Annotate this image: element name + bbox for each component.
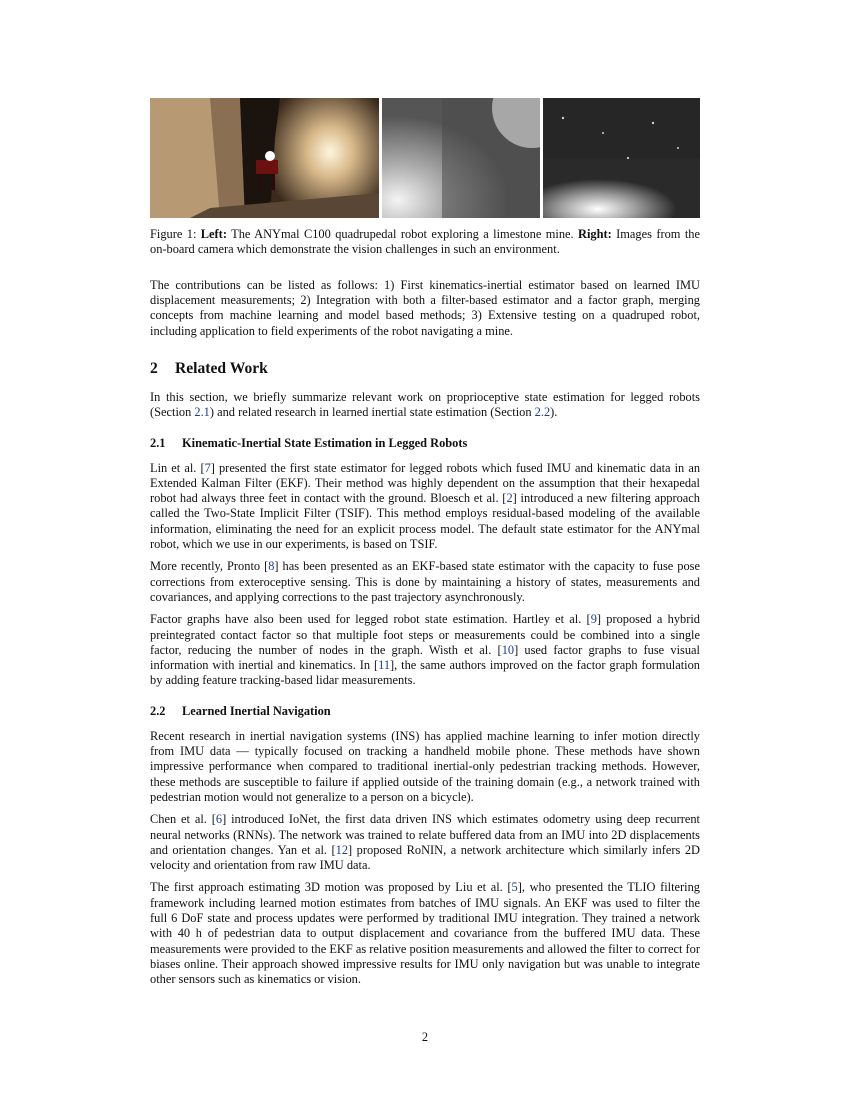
related-work-intro: In this section, we briefly summarize relevant work on proprioceptive state estimation for legged robots (Section 2.1) and related research in learned inertial state estimation (Section 2.2). <box>150 390 700 420</box>
citation-link[interactable]: 10 <box>501 642 515 657</box>
citation-link[interactable]: 6 <box>215 812 223 827</box>
citation-link[interactable]: 9 <box>590 612 597 627</box>
figure-label: Figure 1: <box>150 227 197 241</box>
paragraph-tlio: The first approach estimating 3D motion was proposed by Liu et al. [5], who presented the TLIO filtering framework including learned motion estimates from batches of IMU signals. An EKF was used to filter the full 6 DoF state and process updates were performed by traditional IMU integration. They trained a network with 40 h of pedestrian data to output displacement and covariance from the buffered IMU data. These measurements were provided to the EKF as relative position measurements and allowed the filter to correct for biases online. Their approach showed impressive results for IMU only navigation but was unable to integrate other sensors such as kinematics or vision. <box>150 880 700 987</box>
section-link-2-1[interactable]: 2.1 <box>194 405 210 420</box>
citation-link[interactable]: 7 <box>204 460 211 475</box>
subsection-heading-2-1: 2.1 Kinematic-Inertial State Estimation in Legged Robots <box>150 435 468 450</box>
robot-body <box>256 160 278 174</box>
citation-link[interactable]: 2 <box>506 491 513 506</box>
paragraph-ionet: Chen et al. [6] introduced IoNet, the first data driven INS which estimates odometry using deep recurrent neural networks (RNNs). The network was trained to relate buffered data from an IMU into 2D displacements and orientation changes. Yan et al. [12] proposed RoNIN, a network architecture which similarly infers 2D velocity and orientation from raw IMU data. <box>150 812 700 873</box>
caption-left-text: The ANYmal C100 quadrupedal robot exploring a limestone mine. <box>231 227 574 241</box>
onboard-camera-image-1 <box>382 98 540 218</box>
paper-page <box>150 98 700 988</box>
citation-link[interactable]: 8 <box>268 559 275 574</box>
section-link-2-2[interactable]: 2.2 <box>534 405 551 420</box>
contributions-paragraph: The contributions can be listed as follows: 1) First kinematics-inertial estimator based on learned IMU displacement measurements; 2) Integration with both a filter-based estimator and a factor graph, merging concepts from machine learning and model based methods; 3) Extensive testing on a quadruped robot, including application to field experiments of the robot navigating a mine. <box>150 277 700 338</box>
citation-link[interactable]: 11 <box>378 658 391 673</box>
caption-right-text: Images from the on-board camera which demonstrate the vision challenges in such an environment. <box>150 227 700 257</box>
citation-link[interactable]: 12 <box>335 842 349 857</box>
subsection-heading-2-2: 2.2 Learned Inertial Navigation <box>150 703 331 718</box>
robot-in-mine-photo <box>150 98 379 218</box>
paragraph-lin: Lin et al. [7] presented the first state estimator for legged robots which fused IMU and kinematic data in an Extended Kalman Filter (EKF). Their method was highly dependent on the assumption that their hexapedal robot had always three feet in contact with the ground. Bloesch et al. [2] introduced a new filtering approach called the Two-State Implicit Filter (TSIF). This method employs residual-based modeling of the available information, eliminating the need for an explicit process model. The default state estimator for the ANYmal robot, which we use in our experiments, is based on TSIF. <box>150 460 701 552</box>
paragraph-pronto: More recently, Pronto [8] has been presented as an EKF-based state estimator with the capacity to fuse pose corrections from exteroceptive sensing. This is done by maintaining a history of states, measurements and covariances, and applying corrections to the past trajectory asynchronously. <box>150 559 700 604</box>
paragraph-factor-graphs: Factor graphs have also been used for legged robot state estimation. Hartley et al. [9] proposed a hybrid preintegrated contact factor so that multiple foot steps or measurements could be combined into a single factor, reducing the number of nodes in the graph. Wisth et al. [10] used factor graphs to fuse visual information with inertial and kinematics. In [11], the same authors improved on the factor graph formulation by adding feature tracking-based lidar measurements. <box>150 612 700 688</box>
page-number: 2 <box>421 1030 429 1044</box>
robot-in-mine-image <box>150 98 379 218</box>
caption-left-label: Left: <box>200 227 227 241</box>
caption-right-label: Right: <box>578 227 612 241</box>
figure-1 <box>150 98 700 218</box>
onboard-camera-image-2 <box>543 98 700 218</box>
section-heading-related-work: 2 Related Work <box>150 360 268 377</box>
citation-link[interactable]: 5 <box>511 880 518 895</box>
figure-caption <box>150 227 700 258</box>
paragraph-ins: Recent research in inertial navigation systems (INS) has applied machine learning to infer motion directly from IMU data — typically focused on tracking a handheld mobile phone. These methods have shown impressive performance when compared to traditional inertial-only pedestrian tracking methods. However, these methods are susceptible to failure if applied outside of the training domain (e.g., a network trained with pedestrian motion would not generalize to a person on a bicycle). <box>150 728 700 804</box>
